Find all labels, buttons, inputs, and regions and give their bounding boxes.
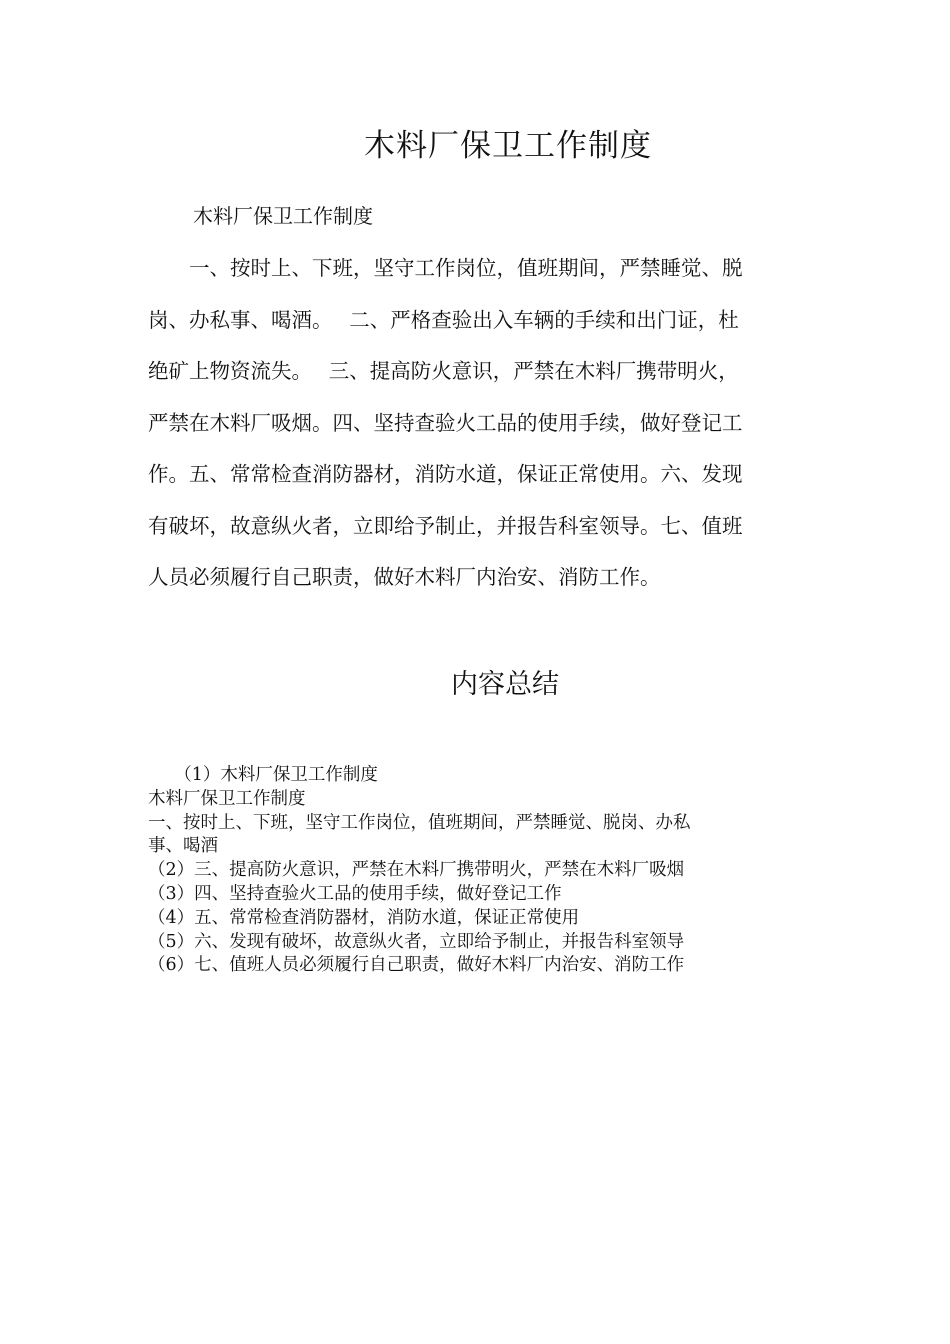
body-line: 绝矿上物资流失。 三、提高防火意识，严禁在木料厂携带明火， [148,359,739,383]
summary-line: 一、按时上、下班，坚守工作岗位，值班期间，严禁睡觉、脱岗、办私 [148,812,691,833]
body-line: 严禁在木料厂吸烟。四、坚持查验火工品的使用手续，做好登记工 [148,410,743,435]
summary-list [148,764,808,978]
summary-line: （1）木料厂保卫工作制度 [148,765,378,785]
body-line: 一、按时上、下班，坚守工作岗位，值班期间，严禁睡觉、脱 [148,256,743,280]
summary-heading: 内容总结 [451,669,559,700]
summary-line: （3）四、坚持查验火工品的使用手续，做好登记工作 [148,883,562,904]
document-body [148,248,808,609]
body-line: 人员必须履行自己职责，做好木料厂内治安、消防工作。 [148,565,661,589]
summary-line: 木料厂保卫工作制度 [148,788,306,809]
body-line: 有破坏，故意纵火者，立即给予制止，并报告科室领导。七、值班 [148,513,743,538]
document-title: 木料厂保卫工作制度 [364,128,652,164]
summary-line: （6）七、值班人员必须履行自己职责，做好木料厂内治安、消防工作 [148,955,685,976]
summary-line: （2）三、提高防火意识，严禁在木料厂携带明火，严禁在木料厂吸烟 [148,860,685,881]
body-line: 作。五、常常检查消防器材，消防水道，保证正常使用。六、发现 [148,462,743,486]
summary-line: （4）五、常常检查消防器材，消防水道，保证正常使用 [148,907,580,928]
body-line: 岗、办私事、喝酒。 二、严格查验出入车辆的手续和出门证，杜 [148,307,739,332]
document-subtitle: 木料厂保卫工作制度 [193,204,373,228]
summary-line: （5）六、发现有破坏，故意纵火者，立即给予制止，并报告科室领导 [148,931,685,952]
summary-line: 事、喝酒 [148,836,218,857]
